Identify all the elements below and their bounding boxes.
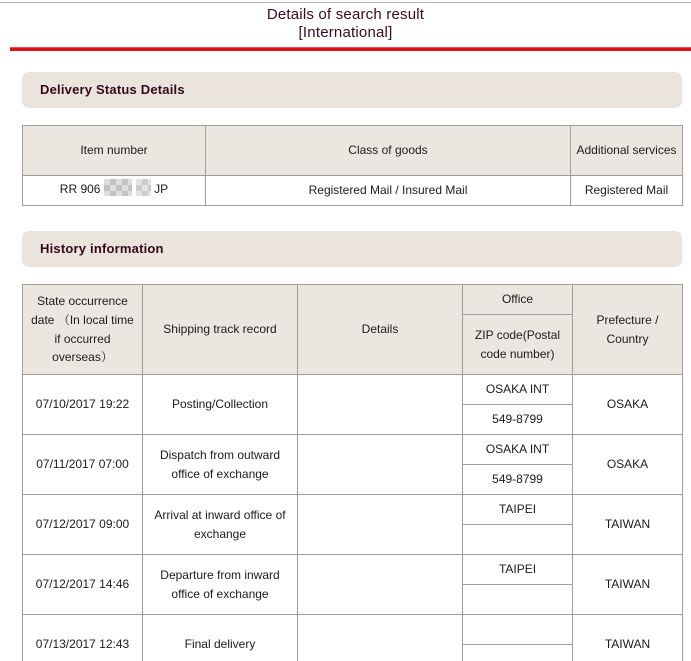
col-header-office: Office xyxy=(463,285,573,315)
additional-services-cell: Registered Mail xyxy=(571,176,683,206)
office-cell: TAIPEI xyxy=(463,495,573,525)
masked-digits xyxy=(104,179,151,202)
office-cell: OSAKA INT xyxy=(463,375,573,405)
track-cell: Final delivery xyxy=(143,615,298,661)
state-date-label: State occurrence date xyxy=(31,294,128,327)
prefecture-cell: TAIWAN xyxy=(573,495,683,555)
office-cell: TAIPEI xyxy=(463,555,573,585)
date-cell: 07/11/2017 07:00 xyxy=(23,435,143,495)
mosaic-block-icon xyxy=(136,179,151,196)
zip-cell: 549-8799 xyxy=(463,465,573,495)
details-cell xyxy=(298,615,463,661)
table-row xyxy=(23,615,683,645)
prefecture-cell: OSAKA xyxy=(573,435,683,495)
zip-cell: 549-8799 xyxy=(463,405,573,435)
zip-cell xyxy=(463,585,573,615)
delivery-status-table xyxy=(22,125,683,206)
item-number-cell xyxy=(23,176,206,206)
col-header-additional-services: Additional services xyxy=(571,126,683,176)
zip-cell xyxy=(463,645,573,661)
zip-cell xyxy=(463,525,573,555)
table-row xyxy=(23,495,683,525)
col-header-item-number: Item number xyxy=(23,126,206,176)
date-cell: 07/12/2017 14:46 xyxy=(23,555,143,615)
table-row xyxy=(23,555,683,585)
page-title xyxy=(0,6,691,42)
prefecture-cell: TAIWAN xyxy=(573,615,683,661)
class-of-goods-cell: Registered Mail / Insured Mail xyxy=(206,176,571,206)
section-header-delivery-status: Delivery Status Details xyxy=(22,72,682,108)
col-header-class-of-goods: Class of goods xyxy=(206,126,571,176)
col-header-prefecture: Prefecture / Country xyxy=(573,285,683,375)
table-row xyxy=(23,435,683,465)
page-title-line2: [International] xyxy=(298,24,393,41)
prefecture-cell: TAIWAN xyxy=(573,555,683,615)
state-date-note: （In local time if occurred overseas） xyxy=(52,312,134,365)
details-cell xyxy=(298,435,463,495)
office-cell xyxy=(463,615,573,645)
col-header-track-record: Shipping track record xyxy=(143,285,298,375)
section-header-history: History information xyxy=(22,231,682,267)
mosaic-block-icon xyxy=(104,179,132,196)
track-cell: Dispatch from outward office of exchange xyxy=(143,435,298,495)
office-cell: OSAKA INT xyxy=(463,435,573,465)
col-header-zip: ZIP code(Postal code number) xyxy=(463,315,573,375)
col-header-state-date xyxy=(23,285,143,375)
details-cell xyxy=(298,495,463,555)
col-header-details: Details xyxy=(298,285,463,375)
track-cell: Departure from inward office of exchange xyxy=(143,555,298,615)
page-title-line1: Details of search result xyxy=(266,6,425,23)
details-cell xyxy=(298,555,463,615)
table-row xyxy=(23,375,683,405)
details-cell xyxy=(298,375,463,435)
date-cell: 07/13/2017 12:43 xyxy=(23,615,143,661)
history-table xyxy=(22,284,683,661)
prefecture-cell: OSAKA xyxy=(573,375,683,435)
track-cell: Posting/Collection xyxy=(143,375,298,435)
main-content xyxy=(0,51,691,661)
date-cell: 07/12/2017 09:00 xyxy=(23,495,143,555)
top-divider xyxy=(0,2,691,3)
item-number-suffix: JP xyxy=(154,182,169,197)
track-cell: Arrival at inward office of exchange xyxy=(143,495,298,555)
table-row xyxy=(23,176,683,206)
item-number-prefix: RR 906 xyxy=(59,182,101,197)
date-cell: 07/10/2017 19:22 xyxy=(23,375,143,435)
